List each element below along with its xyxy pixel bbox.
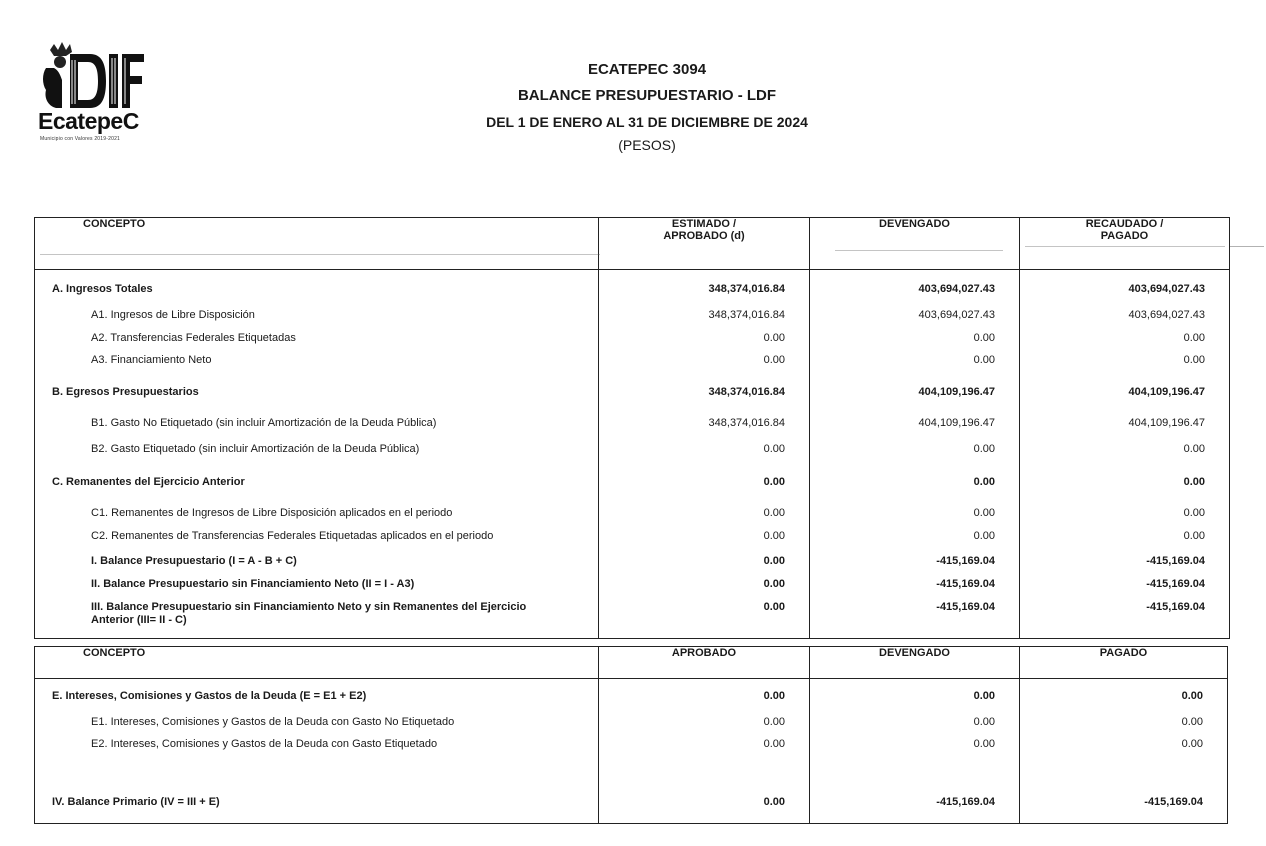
cell-recaudado: -415,169.04 bbox=[1020, 555, 1230, 578]
report-title: BALANCE PRESUPUESTARIO - LDF bbox=[517, 87, 777, 104]
row-label: I. Balance Presupuestario (I = A - B + C) bbox=[35, 555, 599, 578]
cell-recaudado: 404,109,196.47 bbox=[1020, 386, 1230, 417]
row-label: B2. Gasto Etiquetado (sin incluir Amortización de la Deuda Pública) bbox=[35, 443, 599, 476]
logo-wordmark: EcatepeC bbox=[38, 108, 139, 134]
cell-recaudado: 0.00 bbox=[1020, 332, 1230, 354]
col-header-devengado: DEVENGADO bbox=[810, 218, 1020, 270]
col-header-estimado-line1: ESTIMADO / bbox=[671, 218, 737, 230]
scan-artifact-line bbox=[1025, 246, 1225, 247]
row-label: B1. Gasto No Etiquetado (sin incluir Amortización de la Deuda Pública) bbox=[35, 417, 599, 443]
cell-estimado: 0.00 bbox=[599, 332, 810, 354]
table-header-row bbox=[35, 218, 1230, 270]
cell-recaudado: 403,694,027.43 bbox=[1020, 283, 1230, 309]
cell-devengado: 0.00 bbox=[810, 716, 1020, 738]
cell-recaudado: 403,694,027.43 bbox=[1020, 309, 1230, 332]
cell-estimado: 348,374,016.84 bbox=[599, 309, 810, 332]
cell-recaudado: 404,109,196.47 bbox=[1020, 417, 1230, 443]
cell-estimado: 0.00 bbox=[599, 578, 810, 601]
cell-devengado: 0.00 bbox=[810, 443, 1020, 476]
entity-title: ECATEPEC 3094 bbox=[587, 61, 707, 78]
row-label: A3. Financiamiento Neto bbox=[35, 354, 599, 386]
cell-estimado: 348,374,016.84 bbox=[599, 417, 810, 443]
row-label: C2. Remanentes de Transferencias Federales Etiquetadas aplicados en el periodo bbox=[35, 530, 599, 555]
cell-devengado: 0.00 bbox=[810, 332, 1020, 354]
cell-recaudado: 0.00 bbox=[1020, 443, 1230, 476]
table-row bbox=[35, 796, 1228, 824]
col-header-concepto: CONCEPTO bbox=[35, 647, 599, 679]
row-label: C1. Remanentes de Ingresos de Libre Disposición aplicados en el periodo bbox=[35, 507, 599, 530]
table-row bbox=[35, 690, 1228, 716]
cell-devengado: 0.00 bbox=[810, 530, 1020, 555]
col-header-recaudado bbox=[1020, 218, 1230, 270]
table-row bbox=[35, 332, 1230, 354]
table-row bbox=[35, 738, 1228, 796]
logo-tagline: Municipio con Valores 2019-2021 bbox=[40, 136, 121, 142]
row-label: A2. Transferencias Federales Etiquetadas bbox=[35, 332, 599, 354]
row-label: A1. Ingresos de Libre Disposición bbox=[35, 309, 599, 332]
cell-devengado: 0.00 bbox=[810, 354, 1020, 386]
cell-devengado: -415,169.04 bbox=[810, 578, 1020, 601]
table-row bbox=[35, 309, 1230, 332]
cell-devengado: 403,694,027.43 bbox=[810, 309, 1020, 332]
cell-estimado: 0.00 bbox=[599, 476, 810, 507]
table-row bbox=[35, 555, 1230, 578]
report-period: DEL 1 DE ENERO AL 31 DE DICIEMBRE DE 2024 bbox=[486, 114, 808, 130]
table-row bbox=[35, 443, 1230, 476]
cell-devengado: 404,109,196.47 bbox=[810, 417, 1020, 443]
col-header-recaudado-line1: RECAUDADO / bbox=[1085, 218, 1164, 230]
cell-estimado: 0.00 bbox=[599, 443, 810, 476]
cell-devengado: 0.00 bbox=[810, 738, 1020, 796]
scan-artifact-line bbox=[1230, 246, 1264, 247]
cell-pagado: 0.00 bbox=[1020, 716, 1228, 738]
cell-devengado: -415,169.04 bbox=[810, 796, 1020, 824]
cell-estimado: 0.00 bbox=[599, 601, 810, 639]
col-header-aprobado: APROBADO bbox=[599, 647, 810, 679]
table-row bbox=[35, 507, 1230, 530]
cell-recaudado: 0.00 bbox=[1020, 476, 1230, 507]
table-row bbox=[35, 354, 1230, 386]
cell-aprobado: 0.00 bbox=[599, 738, 810, 796]
report-units: (PESOS) bbox=[618, 137, 676, 153]
cell-aprobado: 0.00 bbox=[599, 796, 810, 824]
row-label: A. Ingresos Totales bbox=[35, 283, 599, 309]
cell-recaudado: 0.00 bbox=[1020, 507, 1230, 530]
table-row bbox=[35, 417, 1230, 443]
row-label: E. Intereses, Comisiones y Gastos de la Deuda (E = E1 + E2) bbox=[35, 690, 599, 716]
cell-aprobado: 0.00 bbox=[599, 690, 810, 716]
cell-recaudado: -415,169.04 bbox=[1020, 578, 1230, 601]
row-label: II. Balance Presupuestario sin Financiamiento Neto (II = I - A3) bbox=[35, 578, 599, 601]
cell-devengado: 0.00 bbox=[810, 690, 1020, 716]
table-row bbox=[35, 716, 1228, 738]
col-header-devengado: DEVENGADO bbox=[810, 647, 1020, 679]
col-header-pagado: PAGADO bbox=[1020, 647, 1228, 679]
cell-devengado: -415,169.04 bbox=[810, 601, 1020, 639]
table-header-row bbox=[35, 647, 1228, 679]
cell-devengado: -415,169.04 bbox=[810, 555, 1020, 578]
cell-pagado: 0.00 bbox=[1020, 738, 1228, 796]
table-row bbox=[35, 283, 1230, 309]
row-label: III. Balance Presupuestario sin Financiamiento Neto y sin Remanentes del Ejercicio Anterior (III= II - C) bbox=[35, 601, 599, 639]
budget-balance-table bbox=[34, 217, 1230, 639]
cell-recaudado: -415,169.04 bbox=[1020, 601, 1230, 639]
scan-artifact-line bbox=[835, 250, 1003, 251]
row-label: E2. Intereses, Comisiones y Gastos de la Deuda con Gasto Etiquetado bbox=[35, 738, 599, 796]
row-label: C. Remanentes del Ejercicio Anterior bbox=[35, 476, 599, 507]
cell-estimado: 0.00 bbox=[599, 507, 810, 530]
table-row bbox=[35, 386, 1230, 417]
cell-devengado: 0.00 bbox=[810, 476, 1020, 507]
cell-recaudado: 0.00 bbox=[1020, 530, 1230, 555]
debt-interest-table bbox=[34, 646, 1228, 824]
cell-estimado: 348,374,016.84 bbox=[599, 283, 810, 309]
cell-aprobado: 0.00 bbox=[599, 716, 810, 738]
cell-pagado: 0.00 bbox=[1020, 690, 1228, 716]
cell-estimado: 0.00 bbox=[599, 354, 810, 386]
col-header-estimado bbox=[599, 218, 810, 270]
scan-artifact-line bbox=[40, 254, 600, 255]
row-label: IV. Balance Primario (IV = III + E) bbox=[35, 796, 599, 824]
col-header-recaudado-line2: PAGADO bbox=[1100, 230, 1149, 242]
cell-estimado: 348,374,016.84 bbox=[599, 386, 810, 417]
cell-devengado: 404,109,196.47 bbox=[810, 386, 1020, 417]
cell-recaudado: 0.00 bbox=[1020, 354, 1230, 386]
table-row bbox=[35, 578, 1230, 601]
cell-devengado: 0.00 bbox=[810, 507, 1020, 530]
table-row bbox=[35, 601, 1230, 639]
cell-estimado: 0.00 bbox=[599, 555, 810, 578]
col-header-estimado-line2: APROBADO (d) bbox=[663, 230, 745, 242]
cell-devengado: 403,694,027.43 bbox=[810, 283, 1020, 309]
table-row bbox=[35, 476, 1230, 507]
row-label: B. Egresos Presupuestarios bbox=[35, 386, 599, 417]
cell-pagado: -415,169.04 bbox=[1020, 796, 1228, 824]
table-row bbox=[35, 530, 1230, 555]
col-header-concepto: CONCEPTO bbox=[35, 218, 599, 270]
row-label: E1. Intereses, Comisiones y Gastos de la Deuda con Gasto No Etiquetado bbox=[35, 716, 599, 738]
cell-estimado: 0.00 bbox=[599, 530, 810, 555]
